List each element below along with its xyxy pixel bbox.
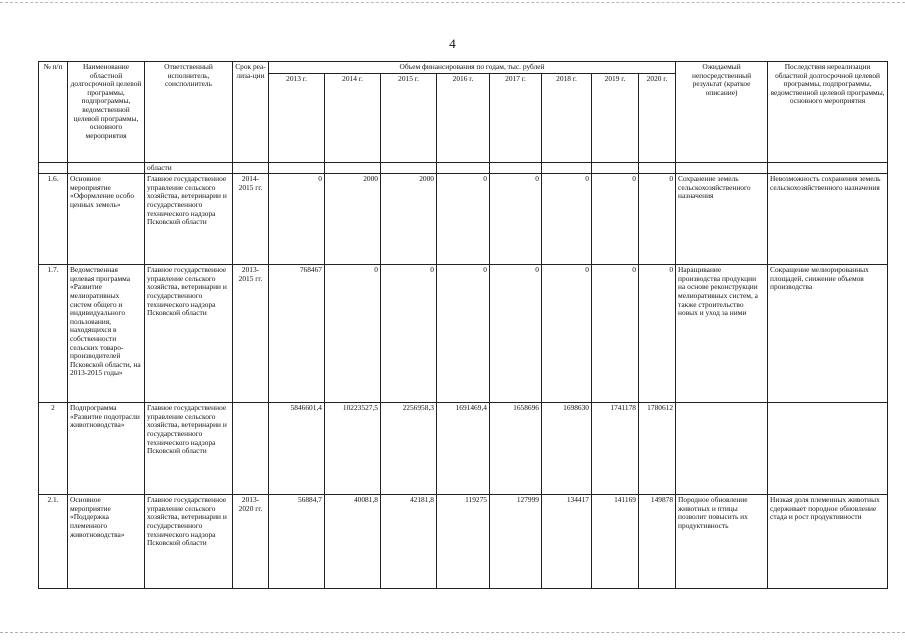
row-value: 0	[542, 265, 592, 403]
row-value: 0	[592, 265, 639, 403]
header-name: Наименование областной долгосрочной целевой программы, подпрограммы, ведомственной целевой программы, основного мероприятия	[68, 62, 145, 163]
row-term: 2013-2015 гг.	[233, 265, 269, 403]
row-consequences	[768, 403, 888, 495]
row-value: 56884,7	[269, 495, 325, 589]
row-value: 1741178	[592, 403, 639, 495]
row-value: 2000	[381, 174, 437, 265]
row-value: 1698630	[542, 403, 592, 495]
row-result: Наращивание производства продукции на основе реконструкции мелиоративных систем, а также строительство новых и уход за ними	[676, 265, 768, 403]
row-value: 5846601,4	[269, 403, 325, 495]
row-value: 0	[592, 174, 639, 265]
header-year: 2016 г.	[437, 73, 490, 162]
row-executor: Главное государственное управление сельского хозяйства, ветеринарии и государственного технического надзора Псковской области	[145, 265, 233, 403]
row-name: Подпрограмма «Развитие подотрасли животноводства»	[68, 403, 145, 495]
table-row	[39, 174, 888, 265]
table-row	[39, 265, 888, 403]
row-term	[233, 403, 269, 495]
row-value: 0	[437, 174, 490, 265]
page-number: 4	[449, 36, 456, 51]
row-consequences: Сокращение мелиорированных площадей, снижение объемов производства	[768, 265, 888, 403]
row-value: 10223527,5	[325, 403, 381, 495]
header-year: 2019 г.	[592, 73, 639, 162]
header-result: Ожидаемый непосредственный результат (краткое описание)	[676, 62, 768, 163]
row-value: 0	[542, 174, 592, 265]
row-num: 1.6.	[39, 174, 68, 265]
row-value: 119275	[437, 495, 490, 589]
row-value: 141169	[592, 495, 639, 589]
row-result: Сохранение земель сельскохозяйственного назначения	[676, 174, 768, 265]
row-term: 2013-2020 гг.	[233, 495, 269, 589]
financing-table	[38, 61, 888, 589]
row-value: 127999	[490, 495, 542, 589]
row-consequences: Невозможность сохранения земель сельскохозяйственного назначения	[768, 174, 888, 265]
header-financing: Объем финансирования по годам, тыс. рублей	[269, 62, 676, 74]
header-consequences: Последствия нереализации областной долгосрочной целевой программы, подпрограммы, ведомственной целевой программы, основного мероприятия	[768, 62, 888, 163]
row-result: Породное обновление животных и птицы позволит повысить их продуктивность	[676, 495, 768, 589]
row-value: 0	[325, 265, 381, 403]
row-term: 2014-2015 гг.	[233, 174, 269, 265]
header-year: 2014 г.	[325, 73, 381, 162]
row-value: 0	[490, 174, 542, 265]
row-value: 1691469,4	[437, 403, 490, 495]
row-result	[676, 403, 768, 495]
row-consequences: Низкая доля племенных животных сдерживает породное обновление стада и рост продуктивности	[768, 495, 888, 589]
row-value: 42181,8	[381, 495, 437, 589]
row-value: 134417	[542, 495, 592, 589]
scan-edge-top	[0, 2, 905, 3]
row-value: 0	[437, 265, 490, 403]
row-value: 0	[269, 174, 325, 265]
row-value: 0	[381, 265, 437, 403]
header-year: 2013 г.	[269, 73, 325, 162]
header-executor: Ответственный исполнитель, соисполнитель	[145, 62, 233, 163]
row-value: 2000	[325, 174, 381, 265]
table-row	[39, 495, 888, 589]
row-value: 149878	[639, 495, 676, 589]
row-num: 2	[39, 403, 68, 495]
row-name: Основное мероприятие «Оформление особо ценных земель»	[68, 174, 145, 265]
row-value: 0	[639, 265, 676, 403]
table-row	[39, 403, 888, 495]
header-num: № п/п	[39, 62, 68, 163]
row-name: Основное мероприятие «Поддержка племенного животноводства»	[68, 495, 145, 589]
row-value: 768467	[269, 265, 325, 403]
row-executor: Главное государственное управление сельского хозяйства, ветеринарии и государственного технического надзора Псковской области	[145, 495, 233, 589]
header-term: Срок реа-лиза-ции	[233, 62, 269, 163]
row-num: 1.7.	[39, 265, 68, 403]
continuation-row	[39, 162, 888, 174]
row-value: 40081,8	[325, 495, 381, 589]
row-value: 0	[639, 174, 676, 265]
row-value: 0	[490, 265, 542, 403]
header-year: 2020 г.	[639, 73, 676, 162]
row-value: 2256958,3	[381, 403, 437, 495]
header-year: 2015 г.	[381, 73, 437, 162]
row-value: 1658696	[490, 403, 542, 495]
row-executor: Главное государственное управление сельского хозяйства, ветеринарии и государственного технического надзора Псковской области	[145, 403, 233, 495]
row-executor: Главное государственное управление сельского хозяйства, ветеринарии и государственного технического надзора Псковской области	[145, 174, 233, 265]
scan-edge-bottom	[0, 632, 905, 633]
row-value: 1780612	[639, 403, 676, 495]
header-year: 2017 г.	[490, 73, 542, 162]
header-year: 2018 г.	[542, 73, 592, 162]
row-num: 2.1.	[39, 495, 68, 589]
row-name: Ведомственная целевая программа «Развитие мелиоративных систем общего и индивидуального пользования, находящихся в собственности сельских товаро-производителей Псковской области, на 2013-2015 годы»	[68, 265, 145, 403]
continuation-executor: области	[145, 162, 233, 174]
